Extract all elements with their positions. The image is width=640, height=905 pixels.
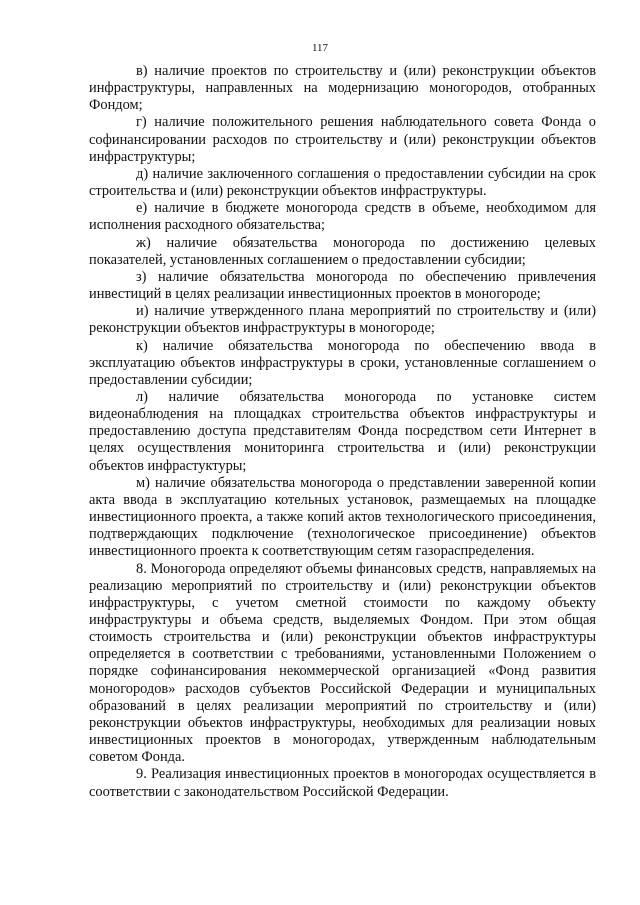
paragraph-i: и) наличие утвержденного плана мероприятий по строительству и (или) реконструкции объектов инфраструктуры в моногороде;	[89, 303, 596, 337]
paragraph-z: з) наличие обязательства моногорода по обеспечению привлечения инвестиций в целях реализации инвестиционных проектов в моногороде;	[89, 268, 596, 303]
document-body	[89, 63, 596, 801]
paragraph-d: д) наличие заключенного соглашения о предоставлении субсидии на срок строительства и (или) реконструкции объектов инфраструктуры.	[89, 165, 596, 200]
page-number: 117	[311, 42, 329, 54]
paragraph-v: в) наличие проектов по строительству и (или) реконструкции объектов инфраструктуры, направленных на модернизацию моногородов, отобранных Фондом;	[89, 63, 596, 114]
paragraph-m: м) наличие обязательства моногорода о представлении заверенной копии акта ввода в эксплуатацию котельных установок, размещаемых на площадке инвестиционного проекта, а также копий актов технологического присоединения, подтверждающих подключение (технологическое присоединение) объектов инвестиционного проекта к соответствующим сетям газораспределения.	[89, 474, 596, 560]
paragraph-zh: ж) наличие обязательства моногорода по достижению целевых показателей, установленных соглашением о предоставлении субсидии;	[89, 234, 596, 268]
paragraph-8: 8. Моногорода определяют объемы финансовых средств, направляемых на реализацию мероприятий по строительству и (или) реконструкции объектов инфраструктуры, с учетом сметной стоимости по каждому объекту инфраструктуры и объема средств, выделяемых Фондом. При этом общая стоимость строительства и (или) реконструкции объектов инфраструктуры определяется в соответствии с требованиями, установленными Положением о порядке софинансирования некоммерческой организацией «Фонд развития моногородов» расходов субъектов Российской Федерации и муниципальных образований в целях реализации мероприятий по строительству и (или) реконструкции объектов инфраструктуры, необходимых для реализации новых инвестиционных проектов в моногородах, утвержденным наблюдательным советом Фонда.	[89, 560, 596, 766]
paragraph-k: к) наличие обязательства моногорода по обеспечению ввода в эксплуатацию объектов инфраструктуры в сроки, установленные соглашением о предоставлении субсидии;	[89, 337, 596, 388]
paragraph-e: е) наличие в бюджете моногорода средств в объеме, необходимом для исполнения расходного обязательства;	[89, 200, 596, 234]
paragraph-9: 9. Реализация инвестиционных проектов в моногородах осуществляется в соответствии с законодательством Российской Федерации.	[89, 766, 596, 800]
paragraph-l: л) наличие обязательства моногорода по установке систем видеонаблюдения на площадках строительства объектов инфраструктуры и предоставлению доступа представителям Фонда посредством сети Интернет в целях осуществления мониторинга строительства и (или) реконструкции объектов инфрастуктуры;	[89, 388, 596, 474]
paragraph-g: г) наличие положительного решения наблюдательного совета Фонда о софинансировании расходов по строительству и (или) реконструкции объектов инфраструктуры;	[89, 114, 596, 165]
